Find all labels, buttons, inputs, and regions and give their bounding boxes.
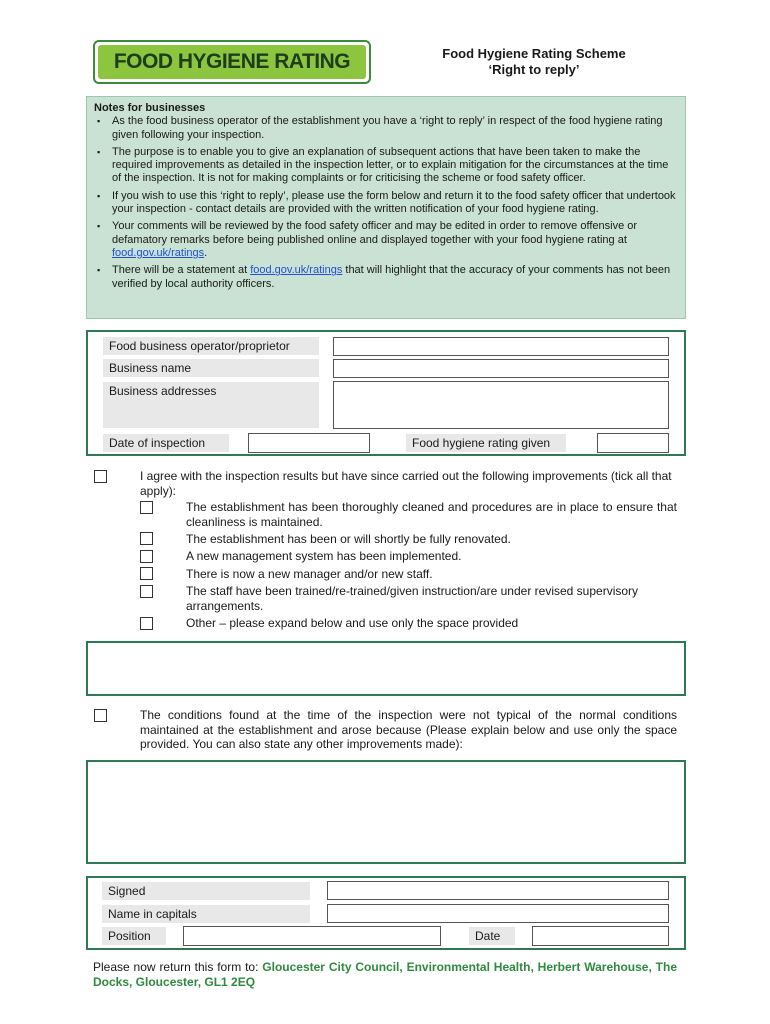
improvement-cleaned-text: The establishment has been thoroughly cleaned and procedures are in place to ensure that cleanliness is maintained.: [186, 500, 677, 529]
inspection-date-label: Date of inspection: [103, 434, 229, 452]
rating-given-field[interactable]: [597, 433, 669, 453]
option-1-text: I agree with the inspection results but have since carried out the following improvements (tick all that apply):: [140, 469, 672, 498]
signed-label: Signed: [102, 882, 310, 900]
improvement-checkbox-renovated[interactable]: [140, 532, 153, 545]
form-title: [400, 46, 668, 78]
notes-list: [94, 115, 677, 291]
return-prefix: Please now return this form to:: [93, 960, 263, 974]
date-label: Date: [469, 927, 515, 945]
improvement-management-text: A new management system has been implemented.: [186, 549, 462, 563]
notes-bullet: ▪ As the food business operator of the establishment you have a ‘right to reply’ in respect of the food hygiene rating given following your inspection.: [94, 115, 677, 142]
option-1-checkbox[interactable]: [94, 470, 107, 483]
improvement-manager-text: There is now a new manager and/or new staff.: [186, 567, 433, 581]
notes-text: .: [204, 246, 208, 259]
option-2-checkbox[interactable]: [94, 709, 107, 722]
improvements-explanation-box[interactable]: [86, 641, 686, 696]
notes-for-businesses: [86, 96, 686, 319]
notes-bullet: ▪ If you wish to use this ‘right to reply’, please use the form below and return it to the food safety officer that undertook your inspection - contact details are provided with the written notification of your food hygiene rating.: [94, 190, 677, 217]
notes-text: Your comments will be reviewed by the food safety officer and may be edited in order to remove offensive or defamatory remarks before being published online and displayed together with your food hygiene rating at: [112, 220, 638, 246]
logo-text: FOOD HYGIENE RATING: [98, 45, 366, 79]
improvement-checkbox-training[interactable]: [140, 585, 153, 598]
inspection-date-field[interactable]: [248, 433, 370, 453]
improvement-other-text: Other – please expand below and use only the space provided: [186, 616, 519, 630]
business-address-field[interactable]: [333, 381, 669, 429]
return-address: Gloucester City Council, Environmental Health, Herbert Warehouse, The Docks, Gloucester, GL1 2EQ: [93, 960, 677, 989]
position-field[interactable]: [183, 926, 441, 946]
operator-field[interactable]: [333, 337, 669, 356]
improvement-training-text: The staff have been trained/re-trained/given instruction/are under revised supervisory arrangements.: [186, 584, 639, 613]
name-capitals-label: Name in capitals: [102, 905, 310, 923]
signed-field[interactable]: [327, 881, 669, 900]
business-name-label: Business name: [103, 359, 319, 377]
rating-given-label: Food hygiene rating given: [406, 434, 566, 452]
notes-bullet: ▪ The purpose is to enable you to give an explanation of subsequent actions that have been taken to make the required improvements as detailed in the inspection letter, or to explain mitigation for the circumstances at the time of the inspection. It is not for making complaints or for criticising the scheme or food safety officer.: [94, 146, 677, 186]
return-instructions: [93, 960, 677, 989]
business-name-field[interactable]: [333, 359, 669, 378]
improvement-checkbox-other[interactable]: [140, 617, 153, 630]
improvement-renovated-text: The establishment has been or will shortly be fully renovated.: [186, 532, 511, 546]
ratings-link[interactable]: food.gov.uk/ratings: [250, 264, 343, 277]
improvement-checkbox-cleaned[interactable]: [140, 501, 153, 514]
business-address-label: Business addresses: [103, 382, 319, 428]
notes-text: There will be a statement at: [112, 264, 251, 277]
notes-bullet: [94, 220, 677, 260]
operator-label: Food business operator/proprietor: [103, 337, 319, 355]
notes-bullet: [94, 264, 677, 291]
ratings-link[interactable]: food.gov.uk/ratings: [112, 246, 205, 259]
improvement-checkbox-manager[interactable]: [140, 567, 153, 580]
title-line-1: Food Hygiene Rating Scheme: [442, 46, 626, 61]
food-hygiene-rating-logo: [93, 40, 371, 84]
notes-heading: Notes for businesses: [94, 102, 206, 114]
name-capitals-field[interactable]: [327, 904, 669, 923]
improvement-checkbox-management[interactable]: [140, 550, 153, 563]
conditions-explanation-box[interactable]: [86, 760, 686, 864]
notes-text: that will highlight that the accuracy of your comments has not been verified by local authority officers.: [112, 264, 671, 290]
option-2-text: The conditions found at the time of the inspection were not typical of the normal conditions maintained at the establishment and arose because (Please explain below and use only the space provided. You can also state any other improvements made):: [140, 708, 677, 751]
title-line-2: ‘Right to reply’: [488, 62, 580, 77]
position-label: Position: [102, 927, 166, 945]
date-field[interactable]: [532, 926, 669, 946]
